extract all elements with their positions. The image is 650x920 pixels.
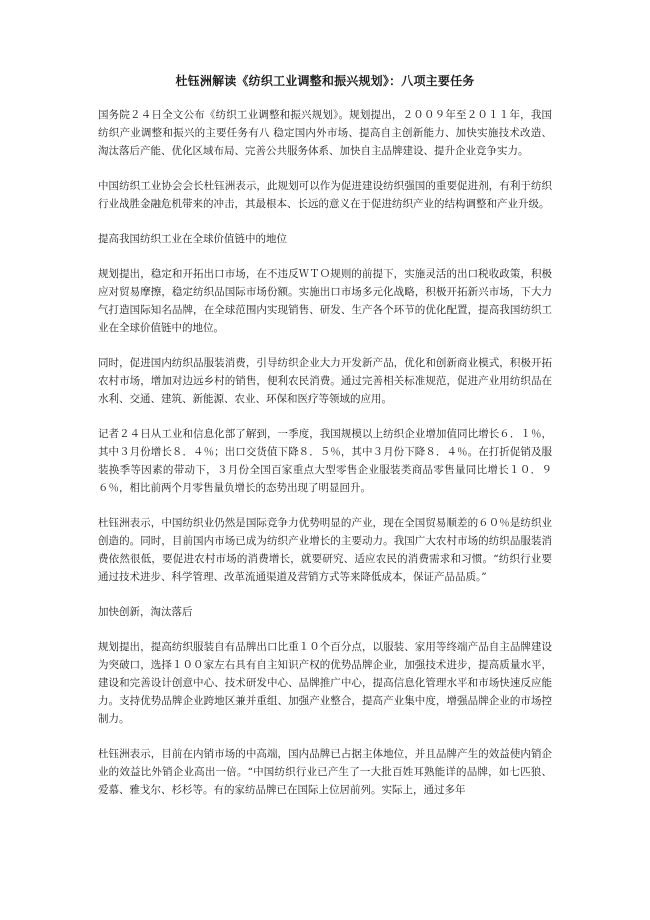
section-heading-innovation: 加快创新，淘汰落后 bbox=[98, 606, 193, 618]
paragraph-export-markets: 规划提出，稳定和开拓出口市场，在不违反ＷＴＯ规则的前提下，实施灵活的出口税收政策，积极应对贸易摩擦，稳定纺织品国际市场份额。实施出口市场多元化战略，积极开拓新兴市场，下大力气打造国际知名品牌，在全球范围内实现销售、研发、生产各个环节的优化配置，提高我国纺织工业在全球价值链中的地位。 bbox=[98, 268, 552, 334]
document-page bbox=[98, 72, 552, 816]
paragraph-domestic-brands: 杜钰洲表示，目前在内销市场的中高端，国内品牌已占据主体地位，并且品牌产生的效益使内销企业的效益比外销企业高出一倍。“中国纺织行业已产生了一大批百姓耳熟能详的品牌，如七匹狼、爱慕、雅戈尔、杉杉等。有的家纺品牌已在国际上位居前列。实际上，通过多年 bbox=[98, 748, 552, 796]
section-heading-global-value-chain: 提高我国纺织工业在全球价值链中的地位 bbox=[98, 233, 287, 245]
paragraph-intro: 国务院２４日全文公布《纺织工业调整和振兴规划》。规划提出，２００９年至２０１１年，我国纺织产业调整和振兴的主要任务有八 稳定国内外市场、提高自主创新能力、加快实施技术改造、淘汰落后产能、优化区域布局、完善公共服务体系、加快自主品牌建设、提升企业竞争实力。 bbox=[98, 109, 552, 157]
paragraph-brand-export: 规划提出，提高纺织服装自有品牌出口比重１０个百分点，以服装、家用等终端产品自主品牌建设为突破口，选择１００家左右具有自主知识产权的优势品牌企业，加强技术进步，提高质量水平，建设和完善设计创意中心、技术研发中心、品牌推广中心，提高信息化管理水平和市场快速反应能力。支持优势品牌企业跨地区兼并重组、加强产业整合，提高产业集中度，增强品牌企业的市场控制力。 bbox=[98, 641, 552, 725]
paragraph-domestic-consumption: 同时，促进国内纺织品服装消费，引导纺织企业大力开发新产品，优化和创新商业模式，积极开拓农村市场，增加对边远乡村的销售，便利农民消费。通过完善相关标准规范，促进产业用纺织品在水利、交通、建筑、新能源、农业、环保和医疗等领域的应用。 bbox=[98, 357, 552, 405]
document-title: 杜钰洲解读《纺织工业调整和振兴规划》：八项主要任务 bbox=[175, 74, 475, 88]
paragraph-first-quarter-stats: 记者２４日从工业和信息化部了解到，一季度，我国规模以上纺织企业增加值同比增长６．１％，其中３月份增长８．４％；出口交货值下降８．５％，其中３月份下降８．４％。在打折促销及服装换季等因素的带动下，３月份全国百家重点大型零售企业服装类商品零售量同比增长１０．９６％，相比前两个月零售量负增长的态势出现了明显回升。 bbox=[98, 428, 552, 494]
paragraph-association-comment: 中国纺织工业协会会长杜钰洲表示，此规划可以作为促进建设纺织强国的重要促进剂，有利于纺织行业战胜金融危机带来的冲击，其最根本、长远的意义在于促进纺织产业的结构调整和产业升级。 bbox=[98, 180, 552, 210]
paragraph-competitiveness: 杜钰洲表示，中国纺织业仍然是国际竞争力优势明显的产业，现在全国贸易顺差的６０％是纺织业创造的。同时，目前国内市场已成为纺织产业增长的主要动力。我国广大农村市场的纺织品服装消费依然很低，要促进农村市场的消费增长，就要研究、适应农民的消费需求和习惯。“纺织行业要通过技术进步、科学管理、改革流通渠道及营销方式等来降低成本，保证产品品质。” bbox=[98, 517, 552, 583]
